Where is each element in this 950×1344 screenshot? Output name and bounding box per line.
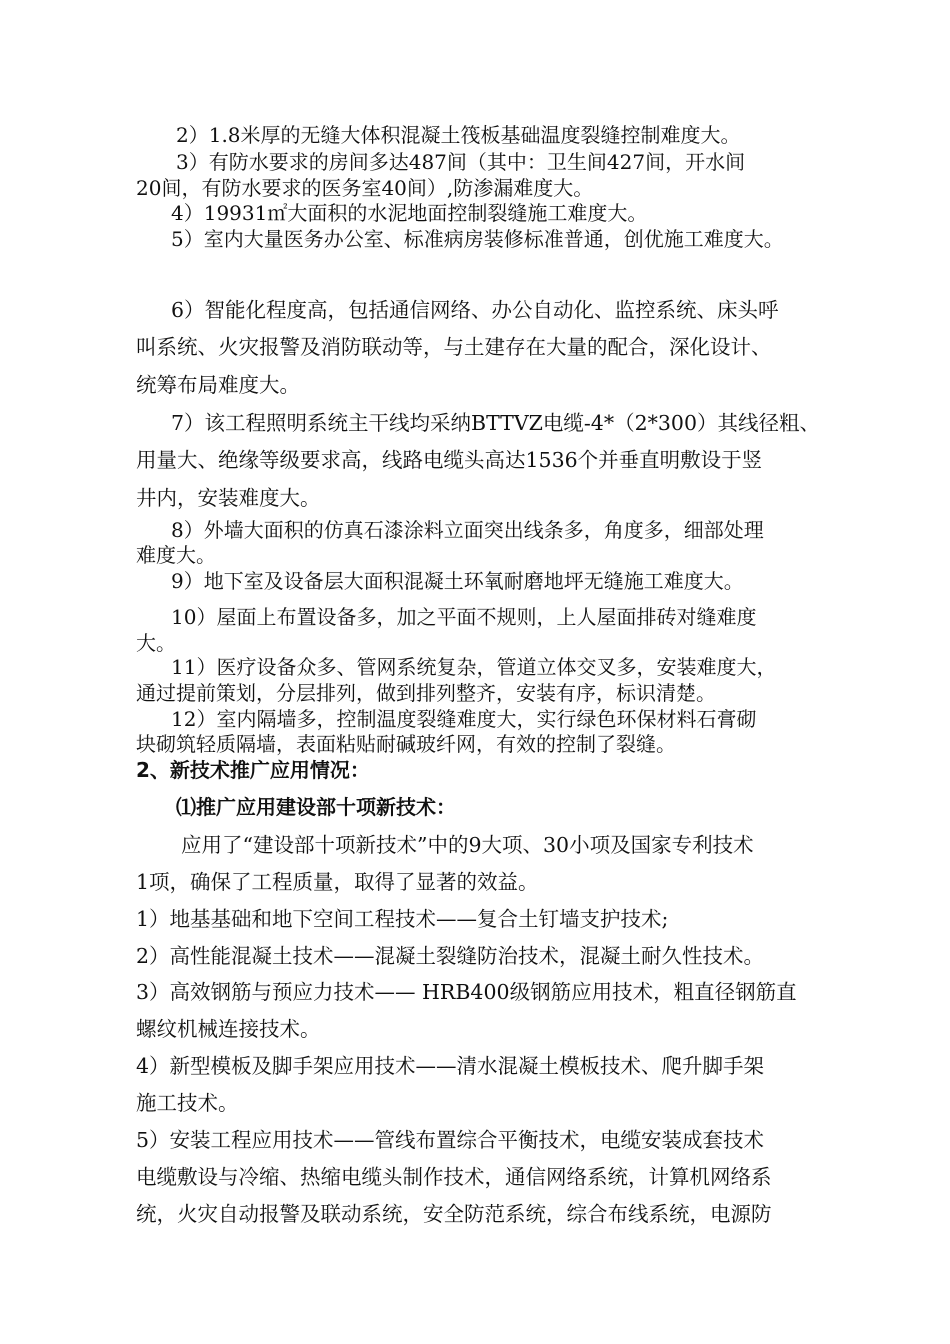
technology-item-1: 1）地基基础和地下空间工程技术——复合土钉墙支护技术;	[136, 907, 669, 931]
technology-item-5-line3: 统，火灾自动报警及联动系统，安全防范系统，综合布线系统，电源防	[136, 1202, 772, 1226]
paragraph-item-8-line1: 8）外墙大面积的仿真石漆涂料立面突出线条多，角度多，细部处理	[171, 518, 764, 542]
paragraph-item-3-line2: 20间，有防水要求的医务室40间）,防渗漏难度大。	[136, 176, 594, 200]
subsection-heading: ⑴推广应用建设部十项新技术：	[176, 795, 456, 819]
technology-item-2: 2）高性能混凝土技术——混凝土裂缝防治技术，混凝土耐久性技术。	[136, 944, 765, 968]
paragraph-item-10-line2: 大。	[136, 631, 176, 655]
section-intro-line2: 1项，确保了工程质量，取得了显著的效益。	[136, 870, 539, 894]
paragraph-item-7-line3: 井内，安装难度大。	[136, 486, 321, 510]
paragraph-item-2: 2）1.8米厚的无缝大体积混凝土筏板基础温度裂缝控制难度大。	[176, 123, 741, 147]
paragraph-item-6-line3: 统筹布局难度大。	[136, 373, 300, 397]
technology-item-3-line2: 螺纹机械连接技术。	[136, 1017, 321, 1041]
paragraph-item-4: 4）19931㎡大面积的水泥地面控制裂缝施工难度大。	[171, 201, 648, 225]
paragraph-item-12-line2: 块砌筑轻质隔墙，表面粘贴耐碱玻纤网，有效的控制了裂缝。	[136, 732, 676, 756]
paragraph-item-12-line1: 12）室内隔墙多，控制温度裂缝难度大，实行绿色环保材料石膏砌	[171, 707, 757, 731]
section-heading: 2、新技术推广应用情况：	[136, 758, 370, 782]
paragraph-item-3-line1: 3）有防水要求的房间多达487间（其中：卫生间427间，开水间	[176, 150, 746, 174]
paragraph-item-11-line2: 通过提前策划，分层排列，做到排列整齐，安装有序，标识清楚。	[136, 681, 716, 705]
paragraph-item-7-line1: 7）该工程照明系统主干线均采纳BTTVZ电缆-4*（2*300）其线径粗、	[171, 411, 821, 435]
section-intro-line1: 应用了“建设部十项新技术”中的9大项、30小项及国家专利技术	[181, 833, 754, 857]
technology-item-4-line1: 4）新型模板及脚手架应用技术——清水混凝土模板技术、爬升脚手架	[136, 1054, 765, 1078]
technology-item-5-line1: 5）安装工程应用技术——管线布置综合平衡技术，电缆安装成套技术	[136, 1128, 765, 1152]
technology-item-3-line1: 3）高效钢筋与预应力技术—— HRB400级钢筋应用技术，粗直径钢筋直	[136, 980, 797, 1004]
paragraph-item-6-line1: 6）智能化程度高，包括通信网络、办公自动化、监控系统、床头呼	[171, 298, 779, 322]
paragraph-item-6-line2: 叫系统、火灾报警及消防联动等，与土建存在大量的配合，深化设计、	[136, 335, 772, 359]
paragraph-item-10-line1: 10）屋面上布置设备多，加之平面不规则，上人屋面排砖对缝难度	[171, 605, 757, 629]
paragraph-item-5: 5）室内大量医务办公室、标准病房装修标准普通，创优施工难度大。	[171, 227, 784, 251]
technology-item-4-line2: 施工技术。	[136, 1091, 239, 1115]
paragraph-item-8-line2: 难度大。	[136, 543, 216, 567]
paragraph-item-9: 9）地下室及设备层大面积混凝土环氧耐磨地坪无缝施工难度大。	[171, 569, 744, 593]
paragraph-item-7-line2: 用量大、绝缘等级要求高，线路电缆头高达1536个并垂直明敷设于竖	[136, 448, 763, 472]
technology-item-5-line2: 电缆敷设与冷缩、热缩电缆头制作技术，通信网络系统，计算机网络系	[136, 1165, 772, 1189]
paragraph-item-11-line1: 11）医疗设备众多、管网系统复杂，管道立体交叉多，安装难度大，	[171, 655, 777, 679]
